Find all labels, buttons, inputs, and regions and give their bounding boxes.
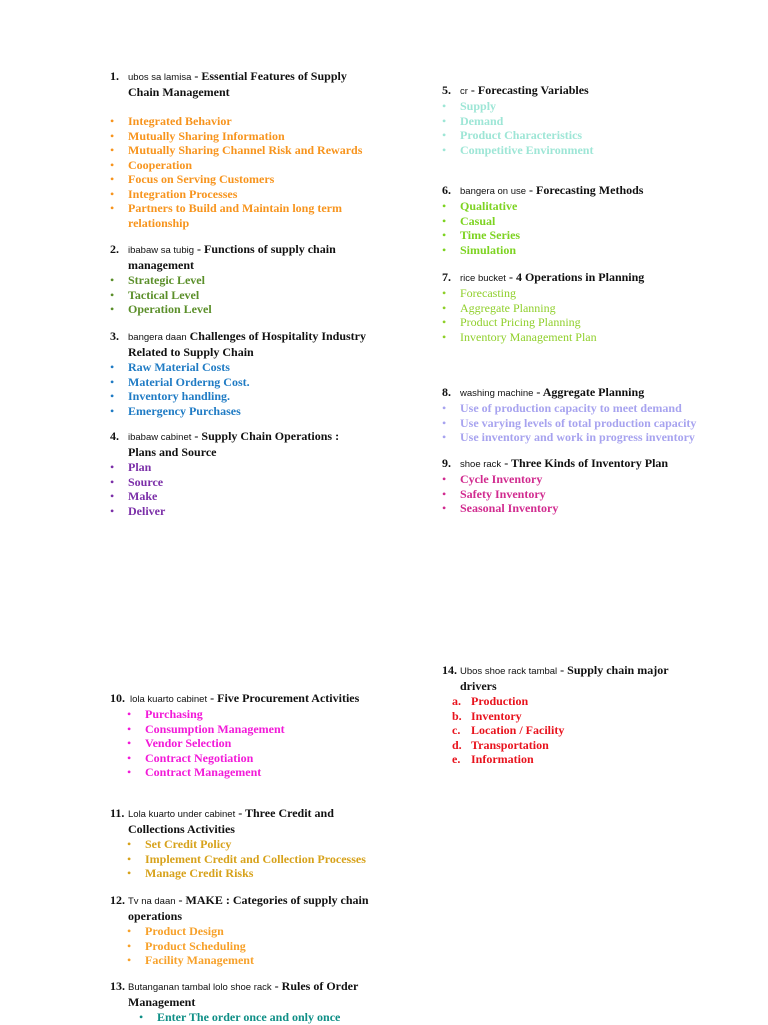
list-item: • Set Credit Policy [127,837,232,851]
bullet-list [442,99,732,157]
list-item: • Make [110,489,158,503]
list-item: • Operation Level [110,302,212,316]
section-heading [442,385,742,401]
list-item: • Casual [442,213,496,228]
location-label: Ubos shoe rack tambal [460,666,558,677]
list-item: • Time Series [442,228,521,242]
section-5 [442,83,732,157]
bullet-list [110,360,375,418]
separator: - [501,456,511,470]
section-9 [442,456,732,516]
list-item: a. Production [452,694,529,708]
section-heading [110,69,370,100]
section-title: 4 Operations in Planning [515,270,645,284]
section-8 [442,385,742,445]
section-number: 4. [110,429,119,443]
list-item: • Use varying levels of total production capacity [442,415,697,430]
list-item: • Cooperation [110,157,192,172]
section-13 [110,979,372,1025]
location-label: ubos sa lamisa [128,72,192,83]
bullet-list [442,472,732,516]
separator: - [557,663,568,677]
section-heading [442,663,682,694]
list-item: • Qualitative [442,199,518,213]
list-item: • Focus on Serving Customers [110,172,275,186]
section-title: Five Procurement Activities [217,691,360,705]
location-label: Lola kuarto under cabinet [128,809,236,820]
list-item: e. Information [452,752,534,766]
list-item: • Consumption Management [127,721,285,736]
bullet-list [110,114,370,230]
section-number: 5. [442,83,451,97]
list-item: • Use inventory and work in progress inventory [442,430,695,444]
list-item: • Aggregate Planning [442,300,556,315]
separator: - [505,270,516,284]
list-item: • Demand [442,113,504,128]
bullet-list [442,199,732,257]
separator: - [191,69,202,83]
section-4 [110,429,360,518]
list-item: d. Transportation [452,737,549,752]
location-label: shoe rack [460,459,502,470]
separator: - [207,691,218,705]
list-item: • Cycle Inventory [442,472,543,486]
section-title: Aggregate Planning [542,385,645,399]
location-label: Tv na daan [128,896,176,907]
list-item: • Simulation [442,242,517,257]
section-title: Rules of Order Management [128,979,359,1009]
location-label: cr [460,86,468,97]
list-item: • Facility Management [127,953,254,967]
list-item: • Purchasing [127,707,203,721]
section-title: Forecasting Methods [536,183,644,197]
list-item: • Emergency Purchases [110,403,241,418]
section-7 [442,270,732,344]
section-title: MAKE : Categories of supply chain operations [128,893,369,923]
section-heading [110,806,370,837]
section-number: 14. [442,663,457,677]
section-number: 1. [110,69,119,83]
list-item: • Enter The order once and only once [139,1010,341,1024]
location-label: lola kuarto cabinet [130,694,208,705]
section-number: 10. [110,691,125,705]
separator: - [175,893,186,907]
section-number: 3. [110,329,119,343]
list-item: • Product Pricing Planning [442,315,581,329]
bullet-list [110,837,370,881]
list-item: • Competitive Environment [442,142,594,157]
section-2 [110,242,350,317]
section-number: 6. [442,183,451,197]
section-title: Supply Chain Operations : Plans and Source [128,429,340,459]
bullet-list [110,1010,372,1025]
list-item: • Safety Inventory [442,486,546,501]
list-item: • Inventory handling. [110,389,231,403]
bullet-list [110,707,390,780]
separator: - [526,183,537,197]
list-item: • Inventory Management Plan [442,329,597,344]
lettered-list [442,694,682,767]
list-item: • Partners to Build and Maintain long term relationship [110,201,343,230]
list-item: b. Inventory [452,708,522,723]
section-14 [442,663,682,767]
list-item: • Source [110,474,164,489]
section-11 [110,806,370,881]
location-label: ibabaw sa tubig [128,245,195,256]
list-item: • Integrated Behavior [110,114,232,128]
location-label: bangera daan [128,332,187,343]
separator: - [194,242,205,256]
section-number: 2. [110,242,119,256]
bullet-list [110,924,372,968]
list-item: • Product Design [127,924,224,938]
section-title: Forecasting Variables [477,83,589,97]
section-number: 9. [442,456,451,470]
list-item: • Manage Credit Risks [127,866,254,880]
section-heading [442,456,732,472]
section-title: Three Credit and Collections Activities [128,806,334,836]
list-item: • Strategic Level [110,273,205,287]
list-item: • Plan [110,460,152,474]
section-number: 12. [110,893,125,907]
separator: - [533,385,543,399]
list-item: • Contract Management [127,765,262,779]
section-number: 11. [110,806,125,820]
section-title: Supply chain major drivers [460,663,669,693]
section-heading [110,329,375,360]
location-label: rice bucket [460,273,506,284]
section-heading [110,429,360,460]
list-item: • Supply [442,99,497,113]
section-number: 7. [442,270,451,284]
section-heading [442,83,732,99]
list-item: • Material Orderng Cost. [110,374,250,389]
section-heading [110,893,372,924]
section-heading [442,270,732,286]
section-12 [110,893,372,968]
list-item: • Seasonal Inventory [442,501,559,515]
section-heading [110,691,390,707]
list-item: • Mutually Sharing Information [110,128,285,143]
section-heading [110,979,372,1010]
section-title: Functions of supply chain management [128,242,336,272]
separator: - [271,979,282,993]
location-label: bangera on use [460,186,527,197]
bullet-list [442,401,742,445]
section-title: Challenges of Hospitality Industry Related to Supply Chain [128,329,366,359]
section-1 [110,69,370,230]
separator: - [235,806,245,820]
list-item: • Implement Credit and Collection Processes [127,851,366,866]
list-item: • Vendor Selection [127,736,232,750]
section-10 [110,691,390,780]
separator: - [467,83,478,97]
section-number: 13. [110,979,125,993]
bullet-list [442,286,732,344]
list-item: • Integration Processes [110,186,238,201]
list-item: • Product Scheduling [127,938,246,953]
list-item: • Raw Material Costs [110,360,230,374]
section-title: Essential Features of Supply Chain Management [128,69,347,99]
section-number: 8. [442,385,451,399]
location-label: Butanganan tambal lolo shoe rack [128,982,272,993]
list-item: • Tactical Level [110,287,200,302]
location-label: washing machine [460,388,534,399]
separator: - [191,429,202,443]
bullet-list [110,460,360,518]
section-heading [442,183,732,199]
list-item: • Forecasting [442,286,516,300]
section-heading [110,242,350,273]
location-label: ibabaw cabinet [128,432,192,443]
section-3 [110,329,375,418]
bullet-list [110,273,350,317]
list-item: • Use of production capacity to meet demand [442,401,682,415]
list-item: • Contract Negotiation [127,750,254,765]
list-item: • Deliver [110,503,166,518]
section-6 [442,183,732,257]
list-item: c. Location / Facility [452,723,565,737]
section-title: Three Kinds of Inventory Plan [510,456,669,470]
list-item: • Mutually Sharing Channel Risk and Rewards [110,143,363,157]
list-item: • Product Characteristics [442,128,583,142]
